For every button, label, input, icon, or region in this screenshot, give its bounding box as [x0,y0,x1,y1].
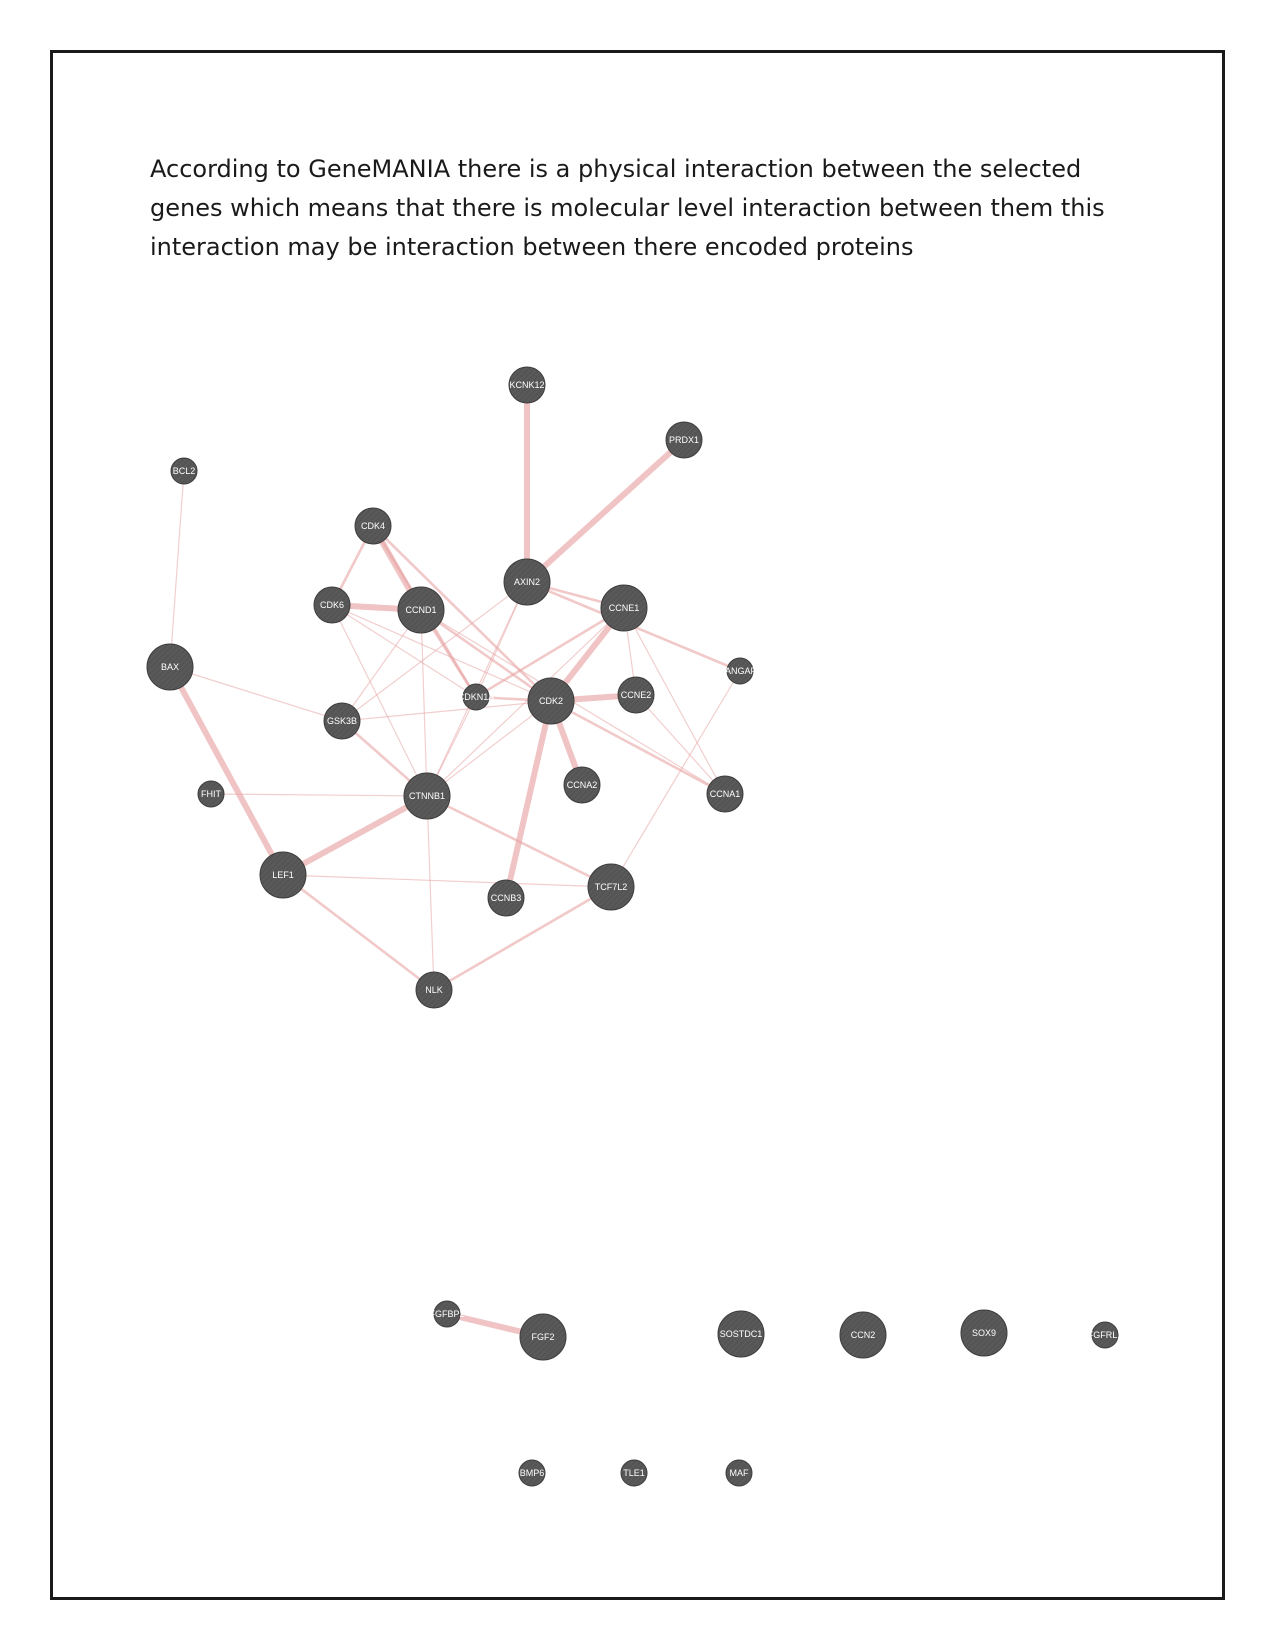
edge-bcl2-bax [170,471,184,667]
edge-bax-lef1 [170,667,283,875]
edge-lef1-tcf7l2 [283,875,611,887]
node-label: MAF [729,1468,749,1478]
node-fgfrl1[interactable] [1088,1322,1123,1348]
node-label: CCNA1 [709,789,741,799]
node-ccnd1[interactable] [398,587,444,633]
node-label: LEF1 [272,870,294,880]
node-sostdc1[interactable] [718,1311,764,1357]
node-label: CDK4 [360,521,386,531]
node-ccn2[interactable] [840,1312,886,1358]
node-label: FGFRL1 [1087,1330,1123,1340]
node-label: CDK6 [319,600,345,610]
node-label: FHIT [201,789,221,799]
node-label: CDKN1A [457,692,495,702]
node-bax[interactable] [147,644,193,690]
edge-prdx1-axin2 [527,440,684,582]
node-label: KCNK12 [509,380,545,390]
node-label: TLE1 [623,1468,645,1478]
node-label: PRDX1 [668,435,700,445]
node-label: CDK2 [538,696,564,706]
node-label: CCN2 [850,1330,876,1340]
node-rangap1[interactable] [718,658,761,684]
node-ccne1[interactable] [601,585,647,631]
edge-ctnnb1-nlk [427,796,434,990]
node-label: GSK3B [326,716,358,726]
node-label: RANGAP1 [718,666,762,676]
node-label: BMP6 [519,1468,545,1478]
node-label: CCNA2 [566,780,598,790]
node-bmp6[interactable] [519,1460,545,1486]
edge-ccnd1-cdk2 [421,610,551,701]
node-label: SOSTDC1 [719,1329,763,1339]
node-fhit[interactable] [198,781,224,807]
node-label: TCF7L2 [594,882,628,892]
node-kcnk12[interactable] [509,367,545,403]
node-ctnnb1[interactable] [404,773,450,819]
node-cdk4[interactable] [355,508,391,544]
node-sox9[interactable] [961,1310,1007,1356]
node-maf[interactable] [726,1460,752,1486]
node-fgfbp2[interactable] [429,1301,464,1327]
node-label: CCNE2 [620,690,652,700]
node-lef1[interactable] [260,852,306,898]
node-layer [147,367,1122,1486]
node-gsk3b[interactable] [324,703,360,739]
edge-lef1-nlk [283,875,434,990]
node-ccna1[interactable] [707,776,743,812]
edge-ctnnb1-lef1 [283,796,427,875]
node-label: SOX9 [971,1328,997,1338]
node-label: CTNNB1 [408,791,446,801]
node-ccna2[interactable] [564,767,600,803]
description-text: According to GeneMANIA there is a physical interaction between the selected genes which means that there is molecular level interaction between them this interaction may be interaction between there encoded proteins [150,155,1105,261]
node-label: CCNB3 [490,893,522,903]
node-cdk2[interactable] [528,678,574,724]
node-ccnb3[interactable] [488,880,524,916]
node-fgf2[interactable] [520,1314,566,1360]
edge-fhit-ctnnb1 [211,794,427,796]
node-label: CCNE1 [608,603,640,613]
edge-cdk6-ctnnb1 [332,605,427,796]
node-label: FGF2 [531,1332,555,1342]
node-label: NLK [425,985,443,995]
edge-ccne2-ccna1 [636,695,725,794]
node-ccne2[interactable] [618,677,654,713]
node-cdk6[interactable] [314,587,350,623]
node-nlk[interactable] [416,972,452,1008]
node-label: BCL2 [172,466,196,476]
node-tle1[interactable] [621,1460,647,1486]
node-label: BAX [160,662,180,672]
edge-ccnd1-ctnnb1 [421,610,427,796]
node-label: AXIN2 [513,577,541,587]
edge-ctnnb1-tcf7l2 [427,796,611,887]
edge-gsk3b-cdk2 [342,701,551,721]
node-prdx1[interactable] [666,422,702,458]
node-label: FGFBP2 [429,1309,465,1319]
node-bcl2[interactable] [171,458,197,484]
edge-layer [170,385,740,1337]
node-axin2[interactable] [504,559,550,605]
node-tcf7l2[interactable] [588,864,634,910]
node-label: CCND1 [405,605,437,615]
